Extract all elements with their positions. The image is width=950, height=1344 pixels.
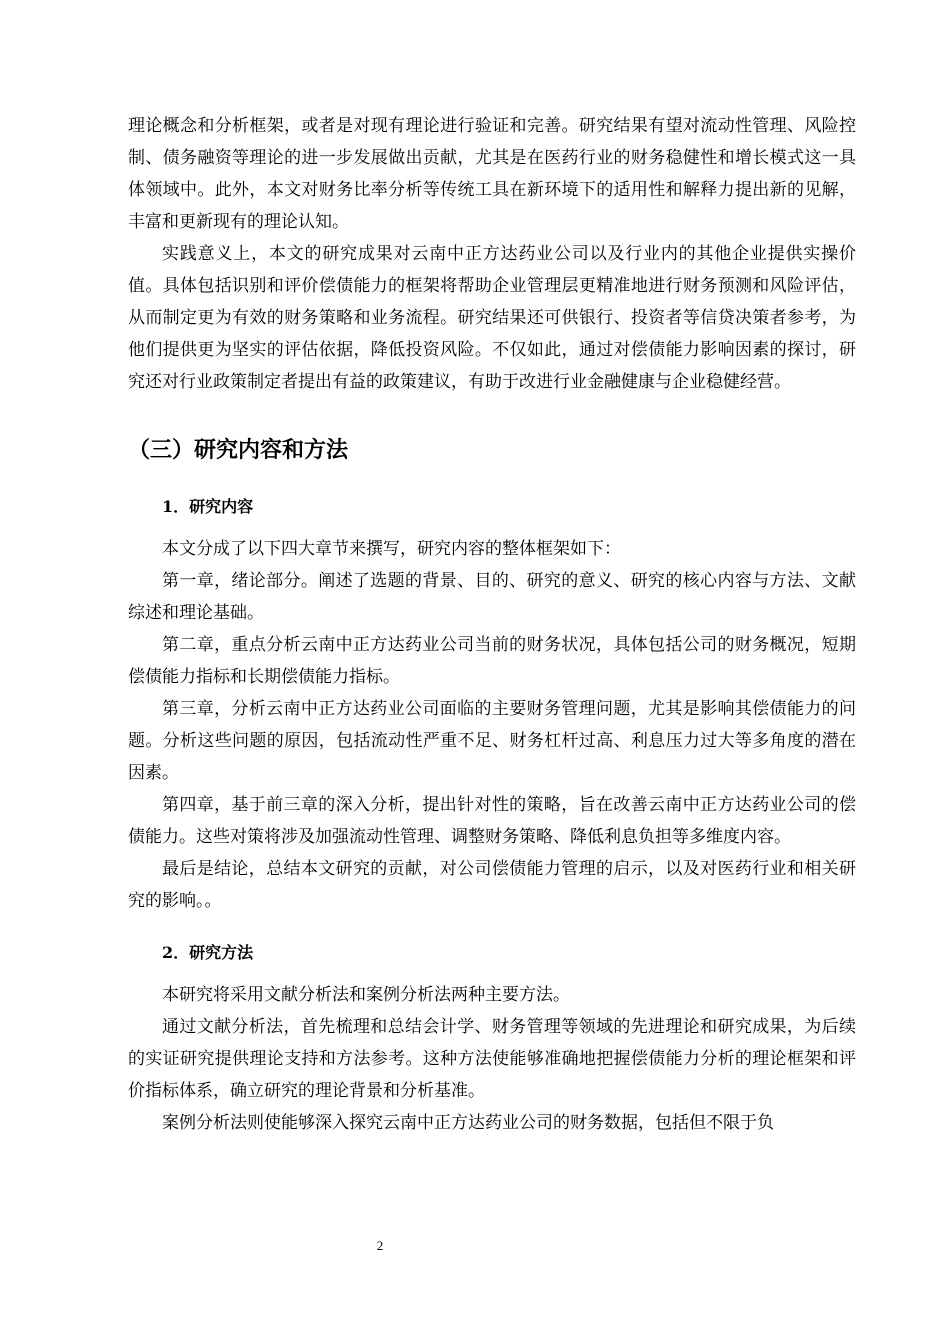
subsection-number: 1．: [162, 497, 190, 516]
page-number: 2: [376, 1238, 384, 1253]
intro-paragraph-continued: 理论概念和分析框架，或者是对现有理论进行验证和完善。研究结果有望对流动性管理、风险控制、债务融资等理论的进一步发展做出贡献，尤其是在医药行业的财务稳健性和增长模式这一具体领域中。此外，本文对财务比率分析等传统工具在新环境下的适用性和解释力提出新的见解，丰富和更新现有的理论认知。: [128, 116, 856, 232]
methods-paragraph-overview: 本研究将采用文献分析法和案例分析法两种主要方法。: [162, 985, 570, 1005]
content-paragraph-chapter-4: 第四章，基于前三章的深入分析，提出针对性的策略，旨在改善云南中正方达药业公司的偿债能力。这些对策将涉及加强流动性管理、调整财务策略、降低利息负担等多维度内容。: [128, 795, 856, 847]
intro-paragraph-practical-significance: 实践意义上，本文的研究成果对云南中正方达药业公司以及行业内的其他企业提供实操价值。具体包括识别和评价偿债能力的框架将帮助企业管理层更精准地进行财务预测和风险评估，从而制定更为有效的财务策略和业务流程。研究结果还可供银行、投资者等信贷决策者参考，为他们提供更为坚实的评估依据，降低投资风险。不仅如此，通过对偿债能力影响因素的探讨，研究还对行业政策制定者提出有益的政策建议，有助于改进行业金融健康与企业稳健经营。: [128, 244, 856, 392]
subsection-heading-research-content: [162, 491, 856, 523]
content-paragraph-overview: 本文分成了以下四大章节来撰写，研究内容的整体框架如下：: [162, 539, 621, 559]
subsection-title: 研究方法: [189, 943, 254, 962]
content-paragraph-conclusion: 最后是结论，总结本文研究的贡献，对公司偿债能力管理的启示，以及对医药行业和相关研究的影响。。: [128, 859, 856, 911]
methods-paragraph-literature: 通过文献分析法，首先梳理和总结会计学、财务管理等领域的先进理论和研究成果，为后续的实证研究提供理论支持和方法参考。这种方法使能够准确地把握偿债能力分析的理论框架和评价指标体系，确立研究的理论背景和分析基准。: [128, 1017, 856, 1101]
content-paragraph-chapter-3: 第三章，分析云南中正方达药业公司面临的主要财务管理问题，尤其是影响其偿债能力的问题。分析这些问题的原因，包括流动性严重不足、财务杠杆过高、利息压力过大等多角度的潜在因素。: [128, 699, 856, 783]
methods-paragraph-case-study: 案例分析法则使能够深入探究云南中正方达药业公司的财务数据，包括但不限于负: [162, 1113, 774, 1133]
page-content: [128, 110, 856, 1139]
content-paragraph-chapter-1: 第一章，绪论部分。阐述了选题的背景、目的、研究的意义、研究的核心内容与方法、文献综述和理论基础。: [128, 571, 856, 623]
content-paragraph-chapter-2: 第二章，重点分析云南中正方达药业公司当前的财务状况，具体包括公司的财务概况，短期偿债能力指标和长期偿债能力指标。: [128, 635, 856, 687]
subsection-number: 2．: [162, 943, 190, 962]
section-heading: （三）研究内容和方法: [128, 438, 349, 463]
subsection-heading-research-methods: [162, 937, 856, 969]
subsection-title: 研究内容: [189, 497, 254, 516]
